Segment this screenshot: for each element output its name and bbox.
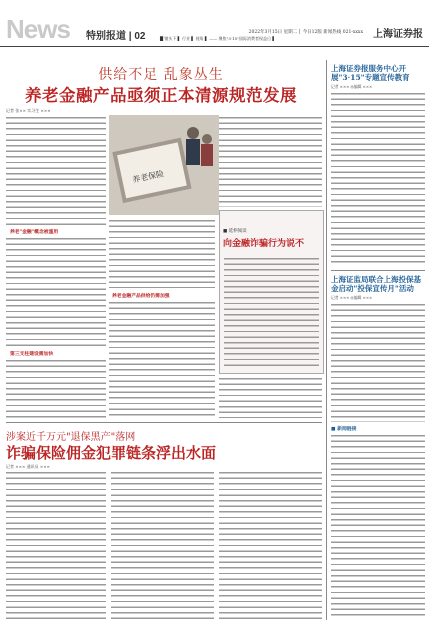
news-logo: News	[6, 14, 70, 44]
section-label: 特别报道 | 02	[86, 31, 146, 42]
second-headline: 诈骗保险佣金犯罪链条浮出水面	[6, 444, 217, 462]
second-text-col-3	[219, 470, 322, 620]
main-text-col-3b	[219, 376, 322, 418]
main-photo	[109, 115, 219, 215]
main-text-col-3a	[219, 115, 322, 207]
right-story1-byline: 记者 ××× ◎编辑 ×××	[331, 84, 373, 89]
main-text-col-1b	[6, 236, 106, 348]
main-subhead-3: 养老金融产品供给仍需加强	[112, 293, 170, 299]
paper-name: 上海证券报	[373, 29, 423, 40]
second-text-col-1	[6, 470, 106, 620]
main-kicker: 供给不足 乱象丛生	[98, 67, 224, 83]
sidebar-title: 向金融诈骗行为说不	[223, 239, 305, 249]
second-kicker: 涉案近千万元"退保黑产"落网	[6, 432, 136, 443]
main-text-col-2a	[109, 218, 215, 288]
sidebar-text	[224, 256, 319, 368]
sidebar-kicker: ■ 延伸阅读	[223, 229, 247, 234]
right-story2-title: 上海证监局联合上海投保基金启动"投保宣传月"活动	[331, 275, 421, 293]
right-subhead: ■ 新闻链接	[331, 426, 357, 432]
main-text-col-1a	[6, 115, 106, 225]
right-story2-byline: 记者 ××× ◎编辑 ×××	[331, 295, 373, 300]
second-text-col-2	[111, 470, 214, 620]
right-story1-title: 上海证券报服务中心开展"3·15"专题宣传教育	[331, 64, 410, 82]
main-byline: 记者 张×× 实习生 ×××	[6, 108, 51, 113]
main-subhead-2: 第三支柱建设需加快	[10, 351, 54, 357]
right-story2-text-a	[331, 302, 425, 422]
main-subhead-1: 养老"金融"概念被滥用	[10, 229, 59, 235]
sidebar-box	[219, 210, 324, 374]
right-story2-text-b	[331, 433, 425, 620]
right-story1-text	[331, 91, 425, 266]
story-divider	[6, 422, 322, 423]
main-text-col-2b	[109, 300, 215, 418]
column-divider	[326, 60, 327, 620]
second-byline: 记者 ××× 通讯员 ×××	[6, 464, 50, 469]
page-header	[0, 0, 429, 47]
right-divider	[331, 270, 425, 271]
main-headline: 养老金融产品亟须正本清源规范发展	[25, 86, 297, 105]
date-line: 2022年3月15日 星期二 │ 今日12版 新闻热线 021-xxxx	[248, 30, 363, 35]
main-text-col-1c	[6, 358, 106, 418]
photo-sign-text: 养老保险	[131, 169, 165, 185]
header-banner: █ 镜头下 ▌ 行业 ▌ 视角 ▌ —— 聚焦"3·15"国际消费者权益日 ▌	[160, 36, 276, 41]
